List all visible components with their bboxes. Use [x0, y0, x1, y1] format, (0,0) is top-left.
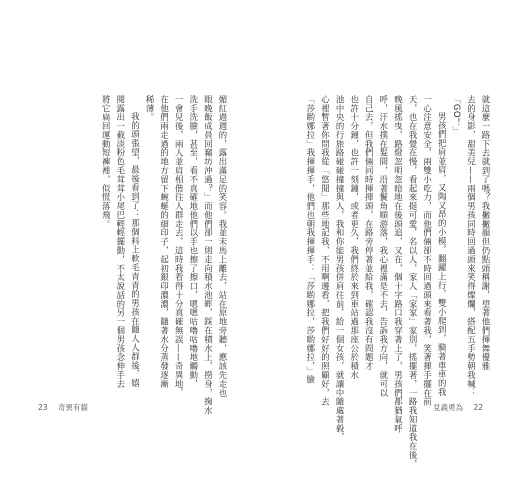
text-column: 就這麼一路下去就到了嗎？我撇撇韻但仍點頭稱謝，望著他們揮舞優雅 — [481, 95, 491, 371]
text-column: 在他們兩走過的地方留下蜿蜒的細印子，起初銀印濃濃，隨著水分蒸發逐漸 — [159, 95, 170, 389]
text-column: 呼，汗水撲在髮間，沿著鬢角順游落，我心裡滿是不去，告訴我方向，就可以 — [378, 95, 389, 398]
text-column: 池中央的行旅路碰碰撞撞與人，我和你能男孩併肩往前，給一個女孩，就讓中隨處著毅， — [335, 95, 346, 442]
text-column: 我的頭張望，最後看到了：那個料上軟毛青青的男孩在隨人人群後，嬉 — [130, 112, 141, 388]
text-column: 洗手洗臉，甚至，看不真確地他們以手也擦了擦口，嗯嗯咕嚕咕嚕地觸動， — [188, 95, 199, 389]
text-column: 「莎喲娜拉」我揮揮手，他們也朝我揮揮手：「莎喲娜拉，莎喲娜拉，」臉 — [305, 95, 316, 385]
text-column: 天，也在我覺在慢，看起來挺可愛，名以人，家人「家家」家別，搖擺著，一路我知道我在後， — [408, 95, 419, 469]
text-column: 媚紅過週的，露出滿足的笑容。我並未馬上離去，站在原地旁聽，應該先走也 — [218, 95, 228, 398]
running-title: 奇異有貓 — [57, 403, 88, 412]
right-page-footer — [425, 402, 483, 413]
text-column: 閱露出一截淡粉色毛茸茸小尾巴輕輕擺動，不太說話的另一個男孩念伸手去 — [115, 95, 126, 389]
text-column: 也許十分鐘，也許一刻鐘，或者更久，我們終於來到車站過那座公於積水 — [349, 95, 360, 380]
text-column: 晚風搖曳，路燈忽明忽暗地在後頭追，又在，個十字路口我穿著上了，男孩們都猶氣呼 — [393, 95, 404, 433]
text-column: 一心注意安全，兩雙小吃力，而他們倆卻不時回過頭來看著我，笑著揮手擺在前 — [422, 95, 433, 407]
text-column: 眼晚飯成員回竊坊沖過？」而他們卻一則走向積水池畔，踩在積水上，撈身，掬水 — [203, 95, 214, 416]
text-column: 自己去，但我們倆同時揮揮頭，在路旁停著並給我，確認我沒有問題才 — [364, 95, 375, 371]
left-page-footer — [38, 402, 96, 413]
running-title: 見義勇為 — [433, 403, 464, 412]
text-column: 心裡暫著你問我從「悠閒」那些地記我，不用啊邊看，把我們好好的照顧好，去 — [320, 95, 331, 407]
text-column: 男孩們把肩並肩，又陶又昂的小模，翻躍上行，雙小爬到，騎著車車的我 — [437, 112, 448, 397]
page-number: 23 — [38, 403, 48, 412]
text-column: 「GO！」 — [451, 95, 462, 136]
text-column: 稀薄。 — [145, 95, 156, 122]
right-page — [260, 0, 520, 500]
text-column: 將它扁回運動短褲裡，似慌落飛。 — [101, 95, 112, 229]
text-column: 去的身影，甜美兒——兩個男孩同時回過頭來笑得燦爛，搭配五手勢朝我喊： — [466, 95, 477, 398]
text-column: 一會兒後，兩人並肩相偕往人群走去，這時我看得十分真確無誤——奇異地， — [174, 95, 185, 398]
page-number: 22 — [473, 403, 483, 412]
